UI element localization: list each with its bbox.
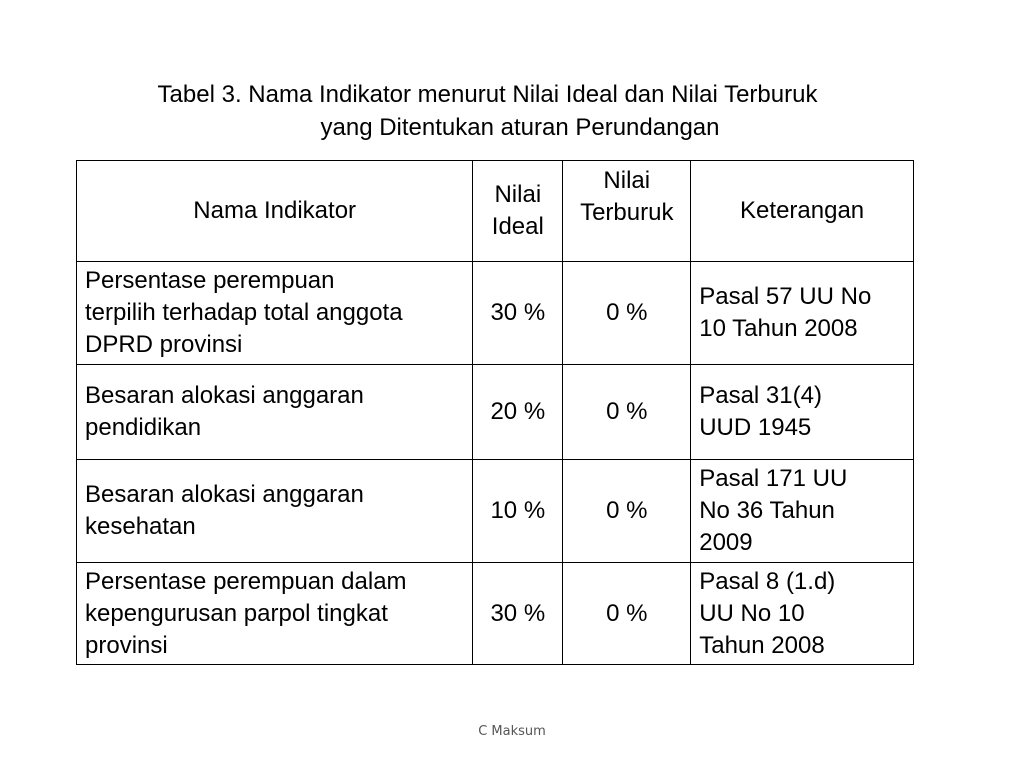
cell-nilai-terburuk: 0 %: [563, 460, 691, 563]
cell-nilai-terburuk: 0 %: [563, 262, 691, 365]
header-nama-indikator: Nama Indikator: [77, 161, 473, 262]
table-row: [77, 262, 914, 365]
caption-line-2: yang Ditentukan aturan Perundangan: [320, 114, 720, 141]
table-caption: [60, 78, 960, 144]
header-keterangan: Keterangan: [691, 161, 914, 262]
header-nilai-terburuk: Nilai Terburuk: [563, 161, 691, 262]
table-header-row: [77, 161, 914, 262]
cell-keterangan: Pasal 31(4) UUD 1945: [691, 365, 914, 460]
cell-nilai-ideal: 20 %: [473, 365, 563, 460]
cell-nama-indikator: Besaran alokasi anggaran pendidikan: [77, 365, 473, 460]
header-nilai-ideal: Nilai Ideal: [473, 161, 563, 262]
cell-nilai-terburuk: 0 %: [563, 365, 691, 460]
table-row: [77, 365, 914, 460]
cell-nama-indikator: Persentase perempuan terpilih terhadap total anggota DPRD provinsi: [77, 262, 473, 365]
indicator-table: [76, 160, 914, 665]
cell-nilai-terburuk: 0 %: [563, 563, 691, 665]
table-row: [77, 563, 914, 665]
caption-line-1: Tabel 3. Nama Indikator menurut Nilai Ideal dan Nilai Terburuk: [157, 81, 818, 108]
cell-nilai-ideal: 30 %: [473, 262, 563, 365]
cell-keterangan: Pasal 171 UU No 36 Tahun 2009: [691, 460, 914, 563]
cell-nama-indikator: Besaran alokasi anggaran kesehatan: [77, 460, 473, 563]
cell-nilai-ideal: 10 %: [473, 460, 563, 563]
table-row: [77, 460, 914, 563]
cell-keterangan: Pasal 8 (1.d) UU No 10 Tahun 2008: [691, 563, 914, 665]
footer-author: C Maksum: [478, 724, 546, 739]
cell-keterangan: Pasal 57 UU No 10 Tahun 2008: [691, 262, 914, 365]
cell-nilai-ideal: 30 %: [473, 563, 563, 665]
cell-nama-indikator: Persentase perempuan dalam kepengurusan parpol tingkat provinsi: [77, 563, 473, 665]
